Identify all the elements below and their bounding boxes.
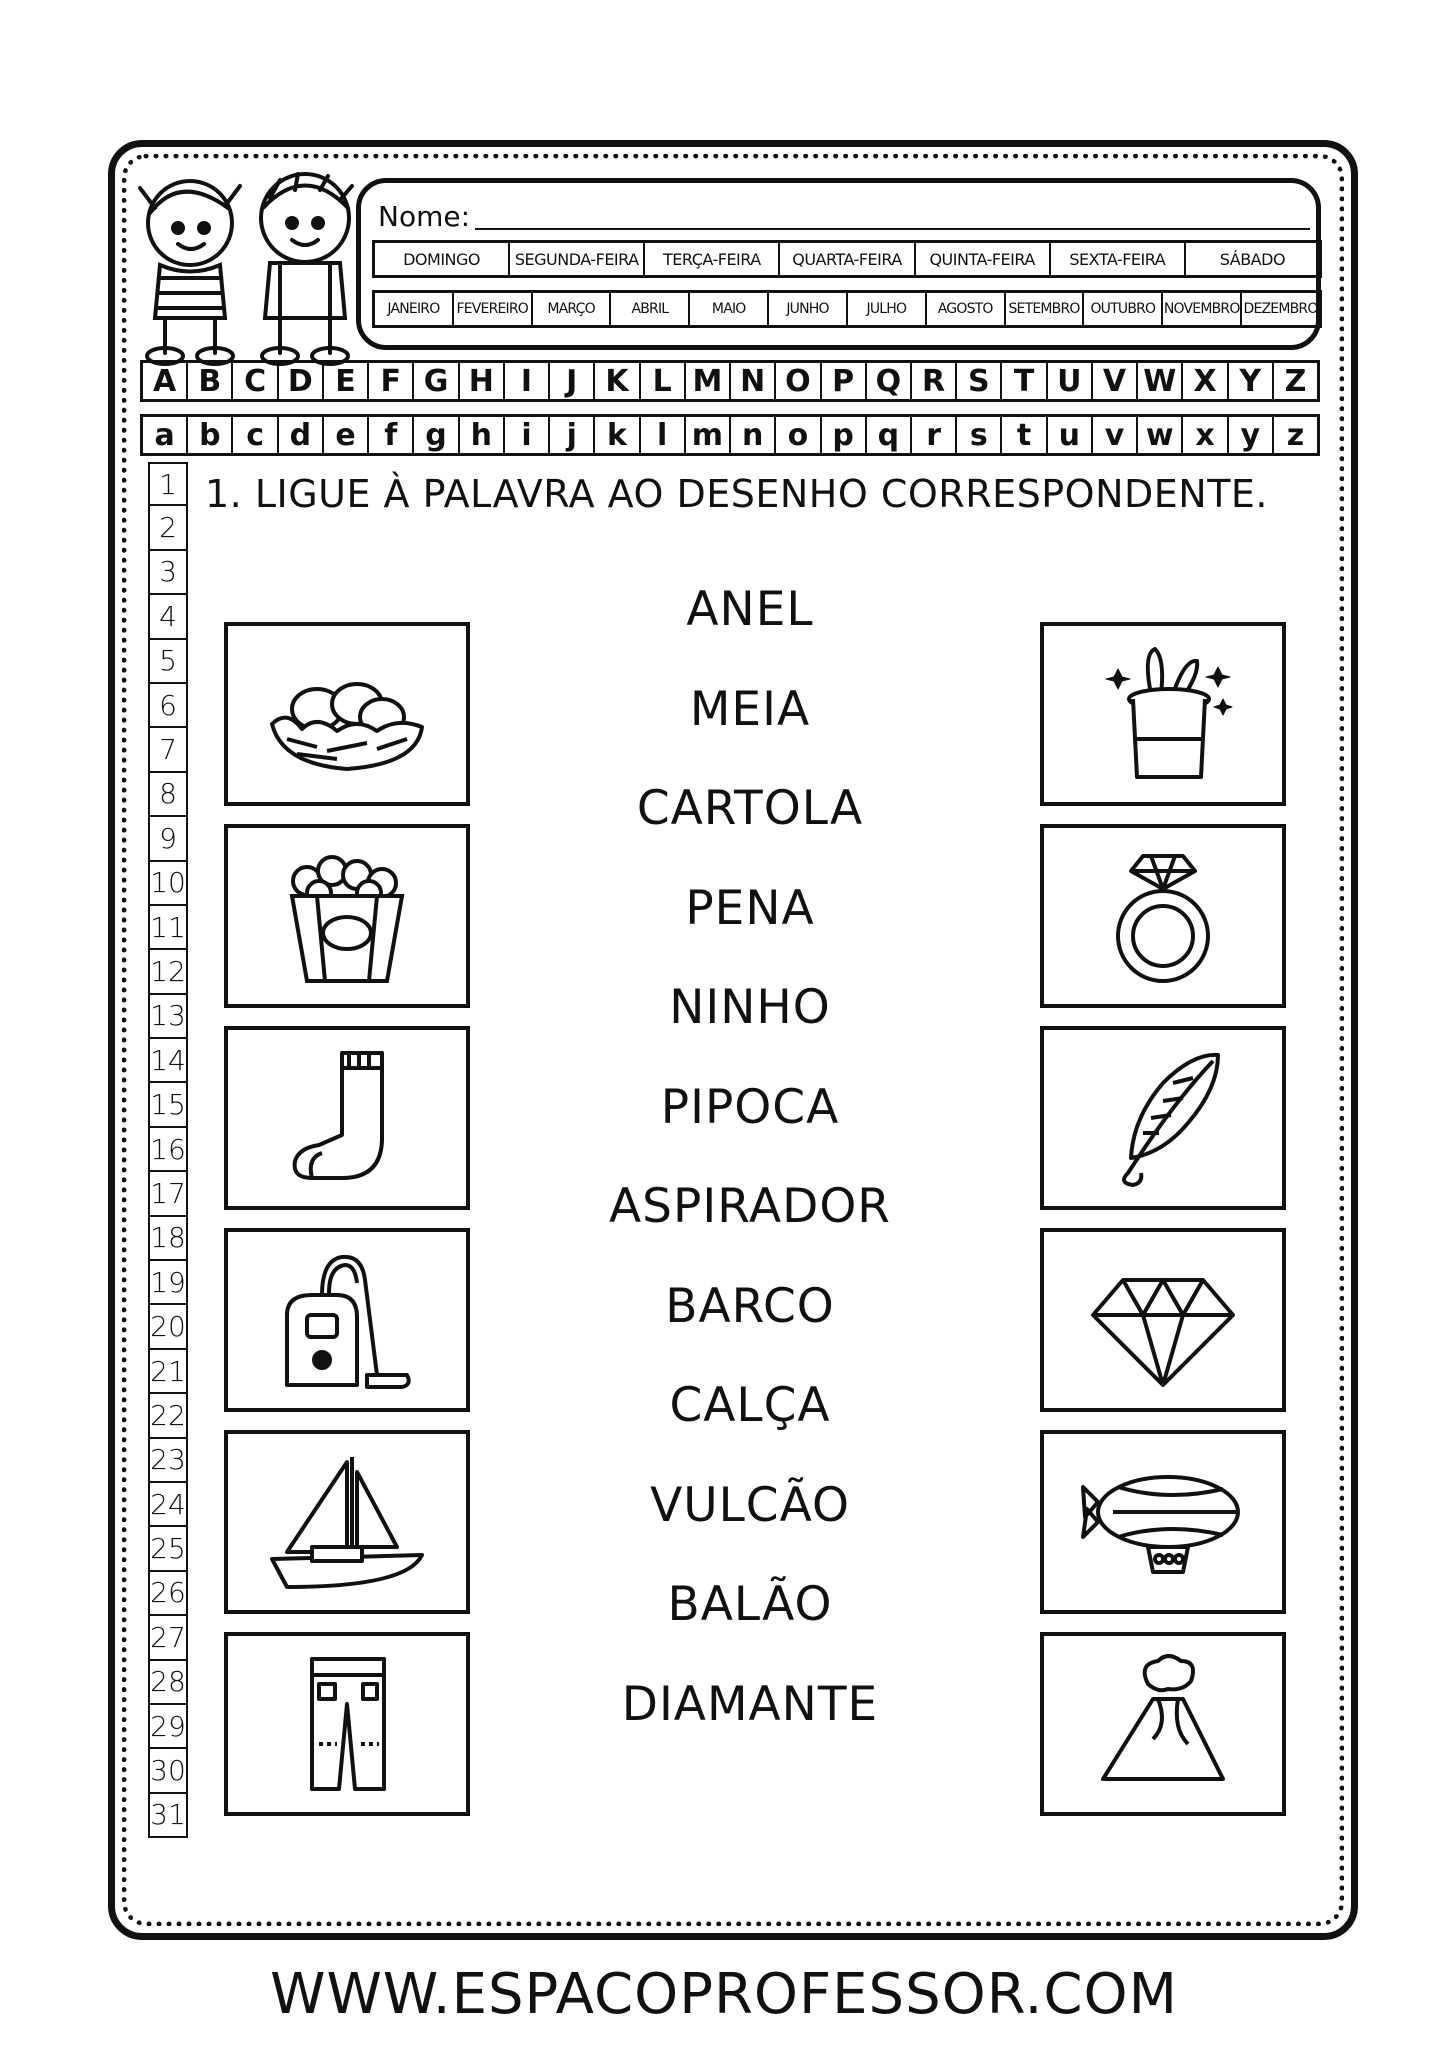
picture-box-gem[interactable] [1040, 1228, 1286, 1412]
day-number[interactable]: 27 [148, 1616, 188, 1660]
word-item[interactable]: BARCO [665, 1278, 835, 1334]
weekday-cell[interactable]: TERÇA-FEIRA [645, 243, 780, 275]
month-cell[interactable]: JULHO [848, 293, 927, 325]
alphabet-letter: W [1138, 363, 1183, 399]
month-cell[interactable]: ABRIL [611, 293, 690, 325]
day-number[interactable]: 7 [148, 728, 188, 772]
month-cell[interactable]: FEVEREIRO [454, 293, 533, 325]
day-number[interactable]: 4 [148, 595, 188, 639]
alphabet-letter: k [595, 417, 640, 453]
alphabet-letter: x [1183, 417, 1228, 453]
picture-box-nest[interactable] [224, 622, 470, 806]
month-cell[interactable]: NOVEMBRO [1163, 293, 1242, 325]
word-item[interactable]: PENA [685, 880, 815, 936]
kids-illustration [120, 168, 370, 368]
alphabet-letter: N [731, 363, 776, 399]
alphabet-letter: b [188, 417, 233, 453]
weekdays-row [372, 240, 1322, 278]
picture-box-volcano[interactable] [1040, 1632, 1286, 1816]
day-number[interactable]: 11 [148, 906, 188, 950]
alphabet-letter: g [414, 417, 459, 453]
alphabet-letter: F [369, 363, 414, 399]
alphabet-letter: v [1093, 417, 1138, 453]
alphabet-letter: r [912, 417, 957, 453]
alphabet-letter: X [1183, 363, 1228, 399]
alphabet-letter: p [822, 417, 867, 453]
picture-box-blimp[interactable] [1040, 1430, 1286, 1614]
alphabet-letter: s [957, 417, 1002, 453]
sock-icon [257, 1043, 437, 1193]
month-cell[interactable]: SETEMBRO [1006, 293, 1085, 325]
day-number[interactable]: 24 [148, 1483, 188, 1527]
alphabet-letter: i [505, 417, 550, 453]
word-item[interactable]: CALÇA [669, 1378, 831, 1433]
alphabet-letter: z [1286, 417, 1305, 453]
alphabet-letter: j [550, 417, 595, 453]
weekday-cell[interactable]: SEXTA-FEIRA [1051, 243, 1186, 275]
alphabet-letter: Q [867, 363, 912, 399]
word-item[interactable]: CARTOLA [636, 781, 864, 836]
alphabet-letter: A [143, 363, 188, 399]
day-number[interactable]: 16 [148, 1128, 188, 1172]
picture-box-vacuum[interactable] [224, 1228, 470, 1412]
alphabet-letter: o [776, 417, 821, 453]
sailboat-icon [257, 1447, 437, 1597]
day-number[interactable]: 29 [148, 1705, 188, 1749]
alphabet-letter: J [550, 363, 595, 399]
months-row [372, 290, 1322, 328]
alphabet-letter: O [776, 363, 821, 399]
day-number[interactable]: 14 [148, 1039, 188, 1083]
alphabet-letter: R [912, 363, 957, 399]
alphabet-letter: I [505, 363, 550, 399]
day-number-column [148, 462, 188, 1838]
feather-icon [1073, 1043, 1253, 1193]
weekday-cell[interactable]: QUARTA-FEIRA [780, 243, 915, 275]
day-number[interactable]: 22 [148, 1394, 188, 1438]
month-cell[interactable]: MARÇO [533, 293, 612, 325]
word-item[interactable]: ASPIRADOR [609, 1179, 891, 1234]
day-number[interactable]: 25 [148, 1527, 188, 1571]
weekday-cell[interactable]: DOMINGO [375, 243, 510, 275]
picture-box-sailboat[interactable] [224, 1430, 470, 1614]
alphabet-letter: L [641, 363, 686, 399]
alphabet-letter: D [279, 363, 324, 399]
alphabet-letter: m [686, 417, 731, 453]
popcorn-icon [257, 841, 437, 991]
day-number[interactable]: 19 [148, 1261, 188, 1305]
diamond-ring-icon [1073, 841, 1253, 991]
month-cell[interactable]: OUTUBRO [1084, 293, 1163, 325]
day-number[interactable]: 28 [148, 1661, 188, 1705]
lowercase-alphabet-row [140, 414, 1320, 456]
alphabet-letter: T [1002, 363, 1047, 399]
day-number[interactable]: 13 [148, 995, 188, 1039]
picture-box-ring[interactable] [1040, 824, 1286, 1008]
word-item[interactable]: PIPOCA [660, 1079, 840, 1135]
alphabet-letter: h [460, 417, 505, 453]
word-item[interactable]: MEIA [689, 681, 811, 737]
day-number[interactable]: 3 [148, 551, 188, 595]
alphabet-letter: B [188, 363, 233, 399]
word-item[interactable]: ANEL [686, 582, 814, 637]
instruction-text: 1. LIGUE À PALAVRA AO DESENHO CORRESPONDENTE. [205, 472, 1268, 516]
alphabet-letter: E [324, 363, 369, 399]
alphabet-letter: M [686, 363, 731, 399]
word-item[interactable]: NINHO [669, 980, 831, 1035]
alphabet-letter: S [957, 363, 1002, 399]
alphabet-letter: Z [1284, 363, 1307, 399]
picture-box-magic-hat[interactable] [1040, 622, 1286, 806]
alphabet-letter: n [731, 417, 776, 453]
day-number[interactable]: 21 [148, 1350, 188, 1394]
day-number[interactable]: 23 [148, 1439, 188, 1483]
alphabet-letter: a [143, 417, 188, 453]
day-number[interactable]: 5 [148, 640, 188, 684]
day-number[interactable]: 6 [148, 684, 188, 728]
uppercase-alphabet-row [140, 360, 1320, 402]
alphabet-letter: q [867, 417, 912, 453]
alphabet-letter: P [822, 363, 867, 399]
alphabet-letter: t [1002, 417, 1047, 453]
blimp-icon [1073, 1447, 1253, 1597]
day-number[interactable]: 1 [148, 462, 188, 506]
alphabet-letter: d [279, 417, 324, 453]
month-cell[interactable]: JUNHO [769, 293, 848, 325]
day-number[interactable]: 10 [148, 862, 188, 906]
month-cell[interactable]: AGOSTO [927, 293, 1006, 325]
alphabet-letter: H [460, 363, 505, 399]
picture-box-popcorn[interactable] [224, 824, 470, 1008]
alphabet-letter: u [1048, 417, 1093, 453]
day-number[interactable]: 26 [148, 1572, 188, 1616]
month-cell[interactable]: DEZEMBRO [1243, 301, 1318, 317]
word-item[interactable]: VULCÃO [650, 1477, 850, 1533]
day-number[interactable]: 8 [148, 773, 188, 817]
alphabet-letter: U [1048, 363, 1093, 399]
picture-box-feather[interactable] [1040, 1026, 1286, 1210]
day-number[interactable]: 2 [148, 506, 188, 550]
alphabet-letter: w [1138, 417, 1183, 453]
alphabet-letter: C [233, 363, 278, 399]
day-number[interactable]: 15 [148, 1083, 188, 1127]
weekday-cell[interactable]: SEGUNDA-FEIRA [510, 243, 645, 275]
footer-url: WWW.ESPACOPROFESSOR.COM [270, 1962, 1178, 2027]
alphabet-letter: l [641, 417, 686, 453]
volcano-icon [1073, 1649, 1253, 1799]
name-field[interactable] [475, 228, 1310, 230]
word-item[interactable]: BALÃO [667, 1577, 833, 1632]
alphabet-letter: V [1093, 363, 1138, 399]
day-number[interactable]: 20 [148, 1305, 188, 1349]
picture-box-sock[interactable] [224, 1026, 470, 1210]
alphabet-letter: Y [1229, 363, 1274, 399]
nest-icon [257, 639, 437, 789]
day-number[interactable]: 31 [148, 1794, 188, 1838]
name-label: Nome: [378, 200, 471, 233]
month-cell[interactable]: JANEIRO [375, 293, 454, 325]
magic-hat-icon [1073, 639, 1253, 789]
gem-icon [1073, 1245, 1253, 1395]
day-number[interactable]: 30 [148, 1749, 188, 1793]
vacuum-cleaner-icon [257, 1245, 437, 1395]
day-number[interactable]: 12 [148, 950, 188, 994]
day-number[interactable]: 17 [148, 1172, 188, 1216]
word-item[interactable]: DIAMANTE [621, 1676, 879, 1732]
weekday-cell[interactable]: SÁBADO [1219, 249, 1286, 269]
month-cell[interactable]: MAIO [690, 293, 769, 325]
alphabet-letter: G [414, 363, 459, 399]
alphabet-letter: K [595, 363, 640, 399]
day-number[interactable]: 9 [148, 817, 188, 861]
picture-box-pants[interactable] [224, 1632, 470, 1816]
alphabet-letter: c [233, 417, 278, 453]
weekday-cell[interactable]: QUINTA-FEIRA [916, 243, 1051, 275]
alphabet-letter: e [324, 417, 369, 453]
pants-icon [257, 1649, 437, 1799]
alphabet-letter: f [369, 417, 414, 453]
day-number[interactable]: 18 [148, 1217, 188, 1261]
alphabet-letter: y [1229, 417, 1274, 453]
